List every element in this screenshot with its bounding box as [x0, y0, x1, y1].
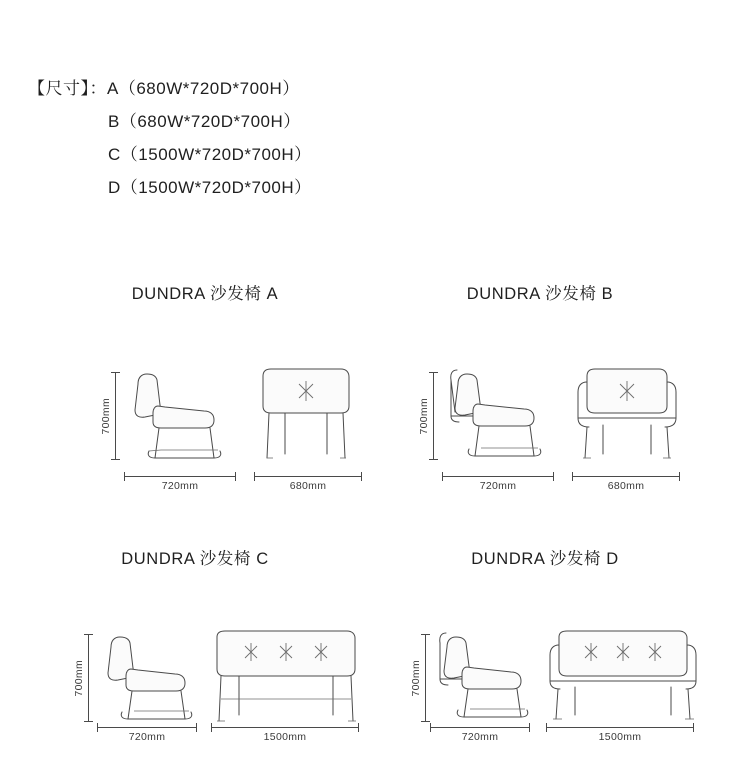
spec-value: （1500W*720D*700H） — [120, 178, 312, 197]
front-width-dimension-b — [572, 476, 680, 492]
side-width-dimension-b — [442, 476, 554, 492]
height-label-c: 700mm — [73, 659, 85, 697]
front-width-dimension-d — [546, 727, 694, 743]
spec-code: B — [108, 112, 120, 131]
bench-d-front-view — [545, 625, 700, 725]
chair-b-side-view — [443, 362, 558, 467]
panel-title-b: DUNDRA 沙发椅 B — [466, 285, 614, 303]
spec-code: C — [108, 145, 121, 164]
spec-row — [28, 171, 312, 204]
chair-c-side-view — [98, 629, 198, 727]
height-dimension-b — [418, 372, 434, 460]
side-width-dimension-a — [124, 476, 236, 492]
product-panel-d — [360, 545, 730, 749]
spec-heading: 【尺寸】： — [28, 79, 107, 98]
panel-figure-b — [370, 304, 710, 504]
dimension-spec-block — [28, 72, 312, 204]
panel-title-a: DUNDRA 沙发椅 A — [131, 285, 279, 303]
product-panel-b — [370, 280, 710, 504]
spec-code: A — [107, 79, 119, 98]
front-width-label-c: 1500mm — [263, 731, 307, 743]
bench-c-front-view — [211, 629, 361, 727]
front-width-dimension-c — [211, 727, 359, 743]
height-dimension-d — [410, 634, 426, 722]
height-label-a: 700mm — [100, 397, 112, 435]
side-width-label-d: 720mm — [461, 731, 499, 743]
spec-row — [28, 138, 312, 171]
height-label-d: 700mm — [410, 659, 422, 697]
chair-a-front-view — [255, 366, 360, 466]
spec-code: D — [108, 178, 121, 197]
spec-row — [28, 72, 312, 105]
chair-b-front-view — [573, 362, 683, 467]
product-panel-c — [15, 545, 375, 749]
side-width-dimension-d — [430, 727, 530, 743]
side-width-dimension-c — [97, 727, 197, 743]
side-width-label-a: 720mm — [161, 480, 199, 492]
chair-d-side-view — [432, 625, 537, 725]
height-label-b: 700mm — [418, 397, 430, 435]
product-panel-a — [40, 280, 370, 504]
spec-value: （1500W*720D*700H） — [120, 145, 312, 164]
side-width-label-b: 720mm — [479, 480, 517, 492]
front-width-label-b: 680mm — [607, 480, 645, 492]
front-width-dimension-a — [254, 476, 362, 492]
panel-title-c: DUNDRA 沙发椅 C — [121, 550, 269, 568]
panel-figure-d — [360, 569, 730, 749]
spec-value: （680W*720D*700H） — [119, 112, 301, 131]
chair-a-side-view — [125, 366, 235, 466]
side-width-label-c: 720mm — [128, 731, 166, 743]
height-dimension-c — [73, 634, 89, 722]
panel-figure-c — [15, 569, 375, 749]
front-width-label-d: 1500mm — [598, 731, 642, 743]
panel-title-d: DUNDRA 沙发椅 D — [471, 550, 619, 568]
panel-figure-a — [40, 304, 370, 504]
height-dimension-a — [100, 372, 116, 460]
spec-value: （680W*720D*700H） — [118, 79, 300, 98]
spec-row — [28, 105, 312, 138]
front-width-label-a: 680mm — [289, 480, 327, 492]
